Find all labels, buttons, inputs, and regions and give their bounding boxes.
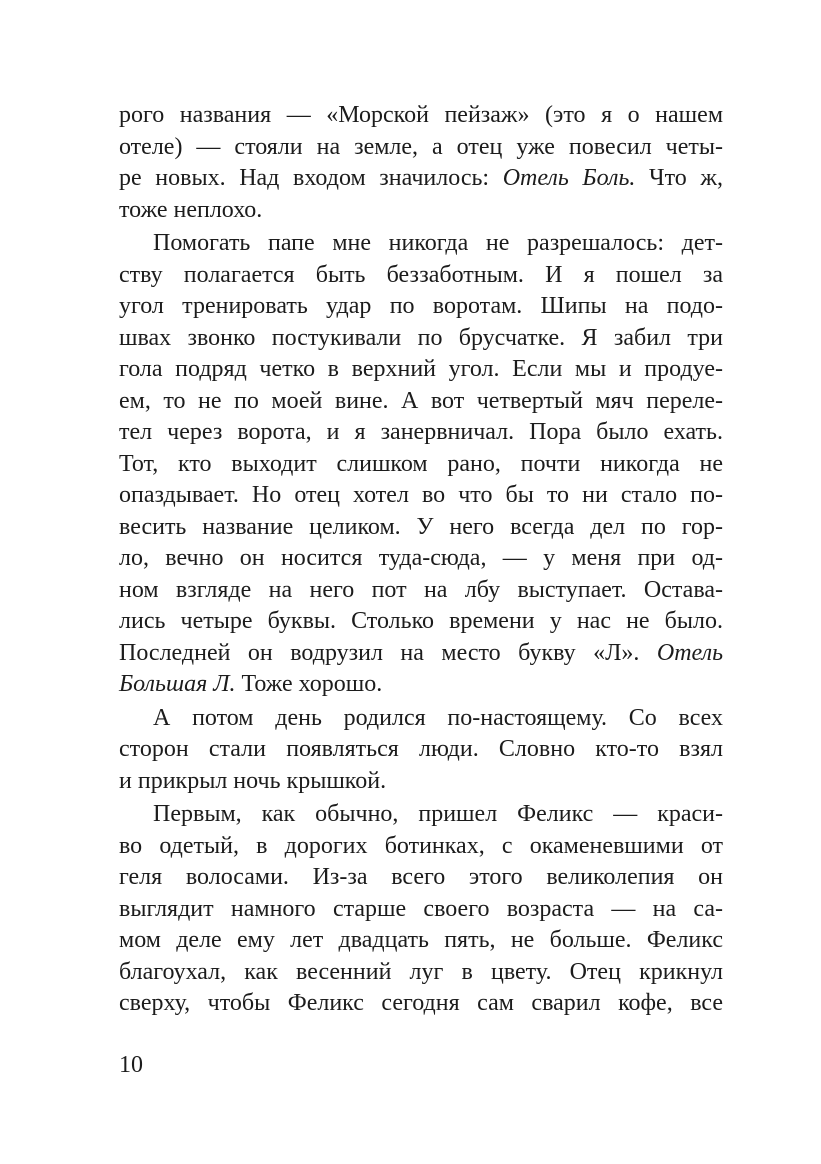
text-line: [119, 100, 723, 132]
text-segment: мом деле ему лет двадцать пять, не больше. Феликс: [119, 927, 723, 953]
text-line: [119, 417, 723, 449]
text-line: [119, 957, 723, 989]
text-segment: геля волосами. Из-за всего этого великолепия он: [119, 864, 723, 890]
text-segment: выглядит намного старше своего возраста — на са-: [119, 895, 723, 922]
text-line: [119, 195, 723, 227]
text-line: [119, 132, 723, 164]
text-segment: ном взгляде на него пот на лбу выступает. Остава-: [119, 576, 723, 603]
text-segment: А потом день родился по-настоящему. Со всех: [153, 704, 723, 731]
text-segment: ре новых. Над входом значилось:: [119, 165, 503, 191]
text-segment: ем, то не по моей вине. А вот четвертый мяч переле-: [119, 387, 723, 414]
italic-text: Отель Боль.: [502, 165, 636, 191]
text-segment: Тот, кто выходит слишком рано, почти никогда не: [119, 450, 723, 477]
text-segment: Помогать папе мне никогда не разрешалось: дет-: [153, 230, 723, 256]
text-segment: гола подряд четко в верхний угол. Если мы и продуе-: [119, 356, 723, 382]
text-line: [119, 894, 723, 926]
text-segment: лись четыре буквы. Столько времени у нас не было.: [119, 608, 723, 634]
text-line: [119, 988, 723, 1020]
text-segment: и прикрыл ночь крышкой.: [119, 767, 387, 794]
text-segment: Тоже хорошо.: [235, 671, 383, 697]
text-line: [119, 163, 723, 195]
text-line: [119, 260, 723, 292]
text-line: [119, 638, 723, 670]
text-segment: рого названия — «Морской пейзаж» (это я о нашем: [119, 102, 723, 128]
text-line: [119, 386, 723, 418]
text-line: [119, 543, 723, 575]
text-line: [119, 831, 723, 863]
page-number: 10: [119, 1052, 143, 1078]
italic-text: Отель: [656, 639, 723, 666]
text-segment: тел через ворота, и я занервничал. Пора было ехать.: [119, 419, 723, 445]
text-line: [119, 925, 723, 957]
text-line: [119, 575, 723, 607]
text-line: [119, 512, 723, 544]
text-segment: отеле) — стояли на земле, а отец уже повесил четы-: [119, 133, 723, 160]
text-segment: Последней он водрузил на место букву «Л».: [119, 639, 657, 666]
text-segment: тоже неплохо.: [119, 196, 263, 223]
text-line: [119, 291, 723, 323]
text-segment: сторон стали появляться люди. Словно кто-то взял: [119, 736, 723, 762]
text-segment: благоухал, как весенний луг в цвету. Отец крикнул: [119, 958, 723, 985]
text-segment: сверху, чтобы Феликс сегодня сам сварил кофе, все: [119, 990, 723, 1016]
body-text: [119, 100, 723, 1020]
text-line: [119, 449, 723, 481]
text-segment: Первым, как обычно, пришел Феликс — краси-: [153, 801, 723, 827]
text-segment: опаздывает. Но отец хотел во что бы то ни стало по-: [119, 482, 723, 508]
text-segment: весить название целиком. У него всегда дел по гор-: [119, 513, 723, 540]
text-segment: швах звонко постукивали по брусчатке. Я забил три: [119, 324, 723, 351]
text-line: [119, 734, 723, 766]
italic-text: Большая Л.: [119, 671, 236, 697]
text-line: [119, 766, 723, 798]
text-line: [119, 480, 723, 512]
text-segment: во одетый, в дорогих ботинках, с окаменевшими от: [119, 832, 723, 859]
text-line: [119, 799, 723, 831]
text-segment: Что ж,: [635, 165, 723, 191]
text-line: [119, 323, 723, 355]
text-line: [119, 669, 723, 701]
text-line: [119, 228, 723, 260]
text-segment: ству полагается быть беззаботным. И я пошел за: [119, 261, 723, 288]
text-line: [119, 606, 723, 638]
text-segment: ло, вечно он носится туда-сюда, — у меня при од-: [119, 545, 723, 571]
text-line: [119, 862, 723, 894]
text-line: [119, 703, 723, 735]
text-line: [119, 354, 723, 386]
text-segment: угол тренировать удар по воротам. Шипы на подо-: [119, 293, 723, 319]
